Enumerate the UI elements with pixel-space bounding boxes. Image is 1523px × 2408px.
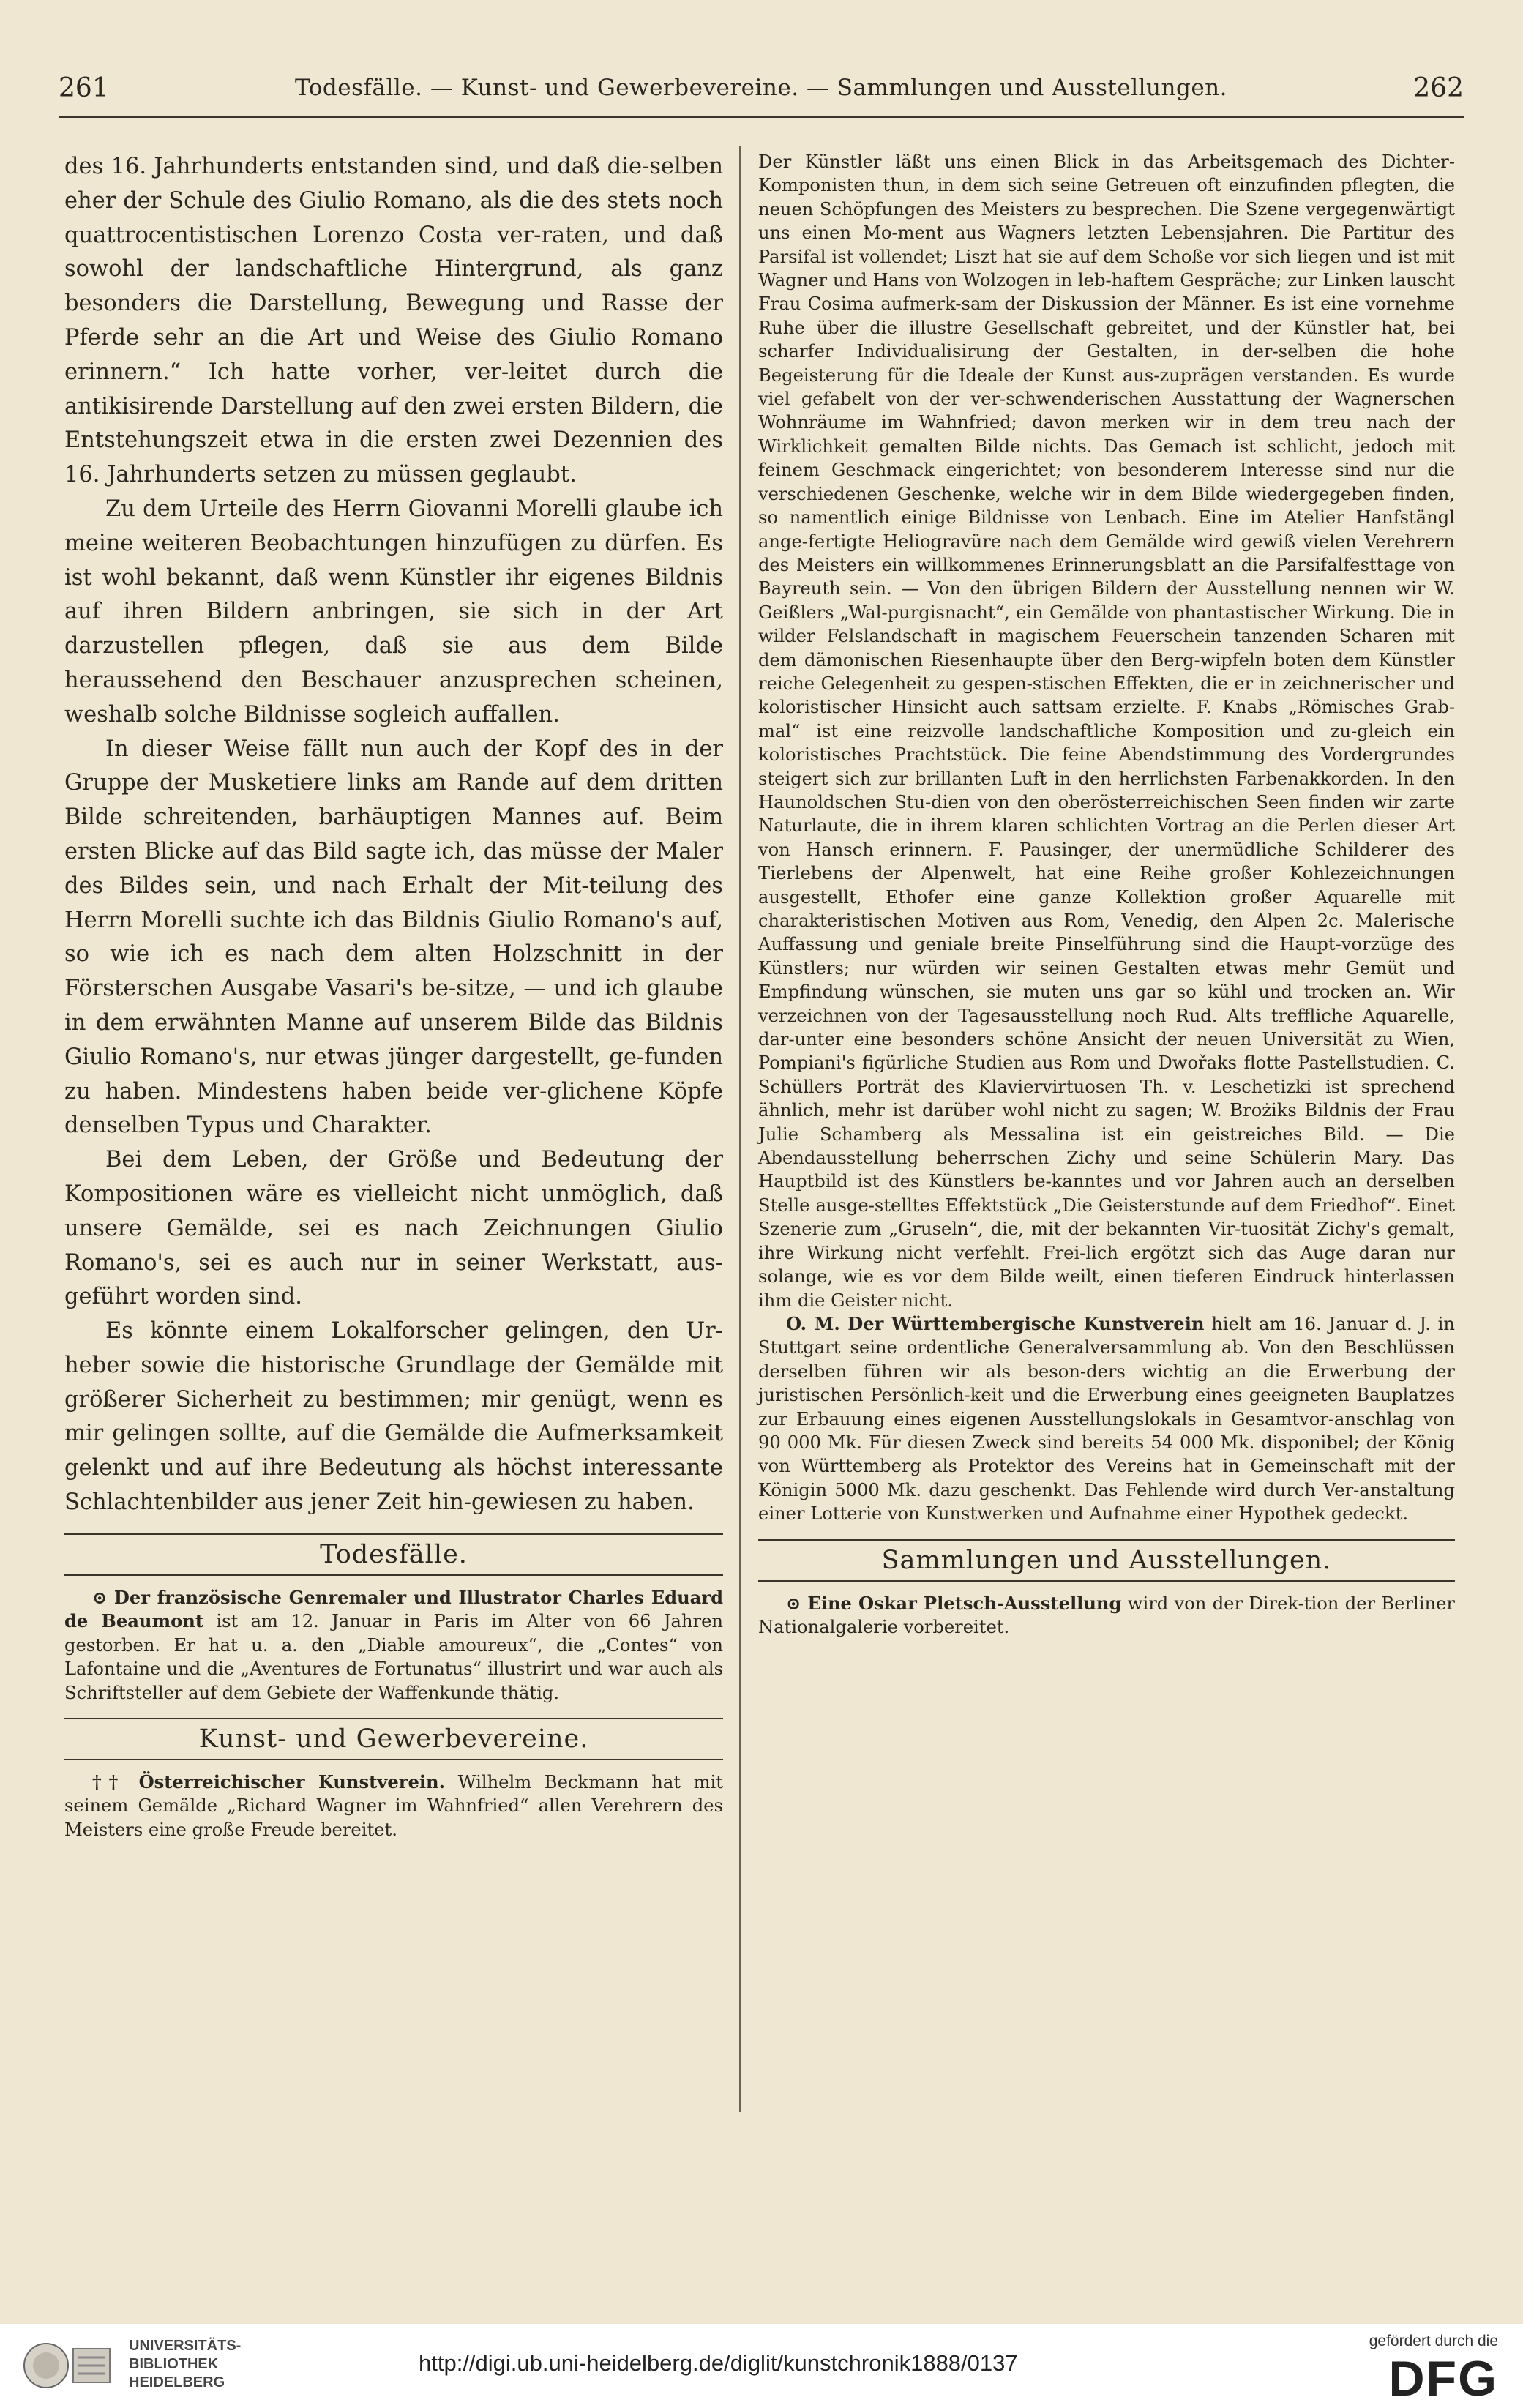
left-column bbox=[64, 150, 723, 1841]
page-number-right: 262 bbox=[1413, 73, 1464, 103]
section-kunstvereine bbox=[64, 1718, 723, 1760]
section-heading: Sammlungen und Ausstellungen. bbox=[881, 1545, 1332, 1575]
collection-entry bbox=[758, 1592, 1455, 1639]
institution-name: UNIVERSITÄTS- BIBLIOTHEK HEIDELBERG bbox=[129, 2338, 242, 2390]
funded-by-label: gefördert durch die bbox=[1369, 2333, 1498, 2349]
section-heading: Kunst- und Gewerbevereine. bbox=[198, 1724, 589, 1754]
entry-lead: O. M. Der Württembergische Kunstverein bbox=[786, 1312, 1205, 1334]
entry-body: Wilhelm Beckmann hat mit seinem Gemälde „Richard Wagner im Wahnfried“ allen Verehrern des Meisters eine große Freude bereitet. bbox=[64, 1771, 723, 1840]
body-paragraph: Bei dem Leben, der Größe und Bedeutung der Kompositionen wäre es vielleicht nicht unmöglich, daß unsere Gemälde, sei es nach Zeichnungen Giulio Romano's, sei es auch nur in seiner Werkstatt, aus-geführt worden sind. bbox=[64, 1147, 723, 1310]
page-number-left: 261 bbox=[59, 73, 109, 103]
entry-body: wird von der Direk-tion der Berliner Nationalgalerie vorbereitet. bbox=[758, 1593, 1455, 1637]
society-entry bbox=[758, 1312, 1455, 1526]
permalink[interactable]: http://digi.ub.uni-heidelberg.de/diglit/kunstchronik1888/0137 bbox=[419, 2350, 1018, 2376]
society-entry bbox=[64, 1771, 723, 1841]
running-title: Todesfälle. — Kunst- und Gewerbevereine. — Sammlungen und Ausstellungen. bbox=[294, 75, 1227, 101]
footer-bar bbox=[0, 2324, 1523, 2408]
dfg-logo: DFG bbox=[1388, 2351, 1498, 2407]
section-rule bbox=[64, 1759, 723, 1760]
obituary-entry bbox=[64, 1586, 723, 1705]
entry-body: hielt am 16. Januar d. J. in Stuttgart seine ordentliche Generalversammlung ab. Von den Beschlüssen derselben führen wir als beson-ders wichtig an die Erwerbung der juristischen Persönlich-keit und die Erwerbung eines geeigneten Bauplatzes zur Erbauung eines eigenen Ausstellungslokals in Gesamtvor-anschlag von 90 000 Mk. Für diesen Zweck sind bereits 54 000 Mk. disponibel; der König von Württemberg als Protektor des Vereins hat in Gemeinschaft mit der Königin 5000 Mk. dazu geschenkt. Das Fehlende wird durch Ver-anstaltung einer Lotterie von Kunstwerken und Aufnahme einer Hypothek gedeckt. bbox=[758, 1313, 1455, 1525]
body-paragraph: In dieser Weise fällt nun auch der Kopf des in der Gruppe der Musketiere links am Rande auf dem dritten Bilde schreitenden, barhäuptigen Mannes auf. Beim ersten Blicke auf das Bild sagte ich, das müsse der Maler des Bildes sein, und nach Erhalt der Mit-teilung des Herrn Morelli suchte ich das Bildnis Giulio Romano's auf, so wie ich es nach dem alten Holzschnitt in der Försterschen Ausgabe Vasari's be-sitze, — und ich glaube in dem erwähnten Manne auf unserem Bilde das Bildnis Giulio Romano's, nur etwas jünger dargestellt, ge-funden zu haben. Mindestens haben beide ver-glichene Köpfe denselben Typus und Charakter. bbox=[64, 736, 723, 1139]
university-seal-icon bbox=[20, 2340, 116, 2391]
body-paragraph: Es könnte einem Lokalforscher gelingen, den Ur-heber sowie die historische Grundlage der Gemälde mit größerer Sicherheit zu bestimmen; mir genügt, wenn es mir gelingen sollte, auf die Gemälde die Aufmerksamkeit gelenkt und auf ihre Bedeutung als höchst interessante Schlachtenbilder aus jener Zeit hin-gewiesen zu haben. bbox=[64, 1318, 723, 1516]
section-rule bbox=[758, 1580, 1455, 1582]
page-header bbox=[59, 73, 1464, 117]
section-todesfaelle bbox=[64, 1533, 723, 1576]
right-column bbox=[758, 150, 1455, 1639]
section-rule bbox=[64, 1574, 723, 1576]
header-rule bbox=[59, 116, 1464, 118]
entry-body: ist am 12. Januar in Paris im Alter von 66 Jahren gestorben. Er hat u. a. den „Diable amoureux“, die „Contes“ von Lafontaine und die „Aventures de Fortunatus“ illustrirt und war auch als Schriftsteller auf dem Gebiete der Waffenkunde thätig. bbox=[64, 1611, 724, 1703]
entry-lead: ⊙ Der französische Genremaler und Illustrator Charles Eduard de Beaumont bbox=[64, 1586, 723, 1632]
column-divider bbox=[739, 146, 741, 2112]
body-paragraph: Zu dem Urteile des Herrn Giovanni Morelli glaube ich meine weiteren Beobachtungen hinzufügen zu dürfen. Es ist wohl bekannt, daß wenn Künstler ihr eigenes Bildnis auf ihren Bildern anbringen, sie sich in der Art darzustellen pflegen, daß sie aus dem Bilde heraussehend den Beschauer anzusprechen scheinen, weshalb solche Bildnisse sogleich auffallen. bbox=[64, 496, 723, 728]
section-sammlungen bbox=[758, 1539, 1455, 1582]
entry-lead: ⊙ Eine Oskar Pletsch-Ausstellung bbox=[786, 1592, 1122, 1614]
section-heading: Todesfälle. bbox=[320, 1539, 468, 1569]
entry-lead: †† Österreichischer Kunstverein. bbox=[92, 1771, 446, 1792]
body-paragraph: Der Künstler läßt uns einen Blick in das Arbeitsgemach des Dichter-Komponisten thun, in dem sich seine Getreuen oft einzufinden pflegten, die neuen Schöpfungen des Meisters zu besprechen. Die Szene vergegenwärtigt uns einen Mo-ment aus Wagners letzten Lebensjahren. Die Partitur des Parsifal ist vollendet; Liszt hat sie auf dem Schoße vor sich liegen und ist mit Wagner und Hans von Wolzogen in leb-haftem Gespräche; zur Linken lauscht Frau Cosima aufmerk-sam der Diskussion der Männer. Es ist eine vornehme Ruhe über die illustre Gesellschaft gebreitet, und der Künstler hat, bei scharfer Individualisirung der Gestalten, in der-selben die hohe Begeisterung für die Ideale der Kunst aus-zuprägen verstanden. Es wurde viel gefabelt von der ver-schwenderischen Ausstattung der Wagnerschen Wohnräume im Wahnfried; davon merken wir in dem treu nach der Wirklichkeit gemalten Bilde nichts. Das Gemach ist schlicht, jedoch mit feinem Geschmack eingerichtet; von besonderem Interesse sind nur die verschiedenen Geschenke, welche wir in dem Bilde wiedergegeben finden, so namentlich einige Bildnisse von Lenbach. Eine im Atelier Hanfstängl ange-fertigte Heliogravüre nach dem Gemälde wird gewiß vielen Verehrern des Meisters ein willkommenes Erinnerungsblatt an die Parsifalfesttage von Bayreuth sein. — Von den übrigen Bildern der Ausstellung nennen wir W. Geißlers „Wal-purgisnacht“, ein Gemälde von phantastischer Wirkung. Die in wilder Felslandschaft in magischem Feuerschein tanzenden Scharen mit dem dämonischen Riesenhaupte über den Berg-wipfeln boten dem Künstler reiche Gelegenheit zu gespen-stischen Effekten, die er in zeichnerischer und koloristischer Hinsicht auch sattsam erzielte. F. Knabs „Römisches Grab-mal“ ist eine reizvolle landschaftliche Komposition und zu-gleich ein koloristisches Prachtstück. Die feine Abendstimmung des Vordergrundes steigert sich zur brillanten Luft in den herrlichsten Farbenakkorden. In den Haunoldschen Stu-dien von den oberösterreichischen Seen finden wir zarte Naturlaute, die in ihrem klaren schlichten Vortrag an die Perlen dieser Art von Hansch erinnern. F. Pausinger, der unermüdliche Schilderer des Tierlebens der Alpenwelt, hat eine Reihe großer Kohlezeichnungen ausgestellt, Ethofer eine ganze Kollektion großer Aquarelle mit charakteristischen Motiven aus Rom, Venedig, den Alpen 2c. Malerische Auffassung und geniale breite Pinselführung sind die Haupt-vorzüge des Künstlers; nur würden wir seinen Gestalten etwas mehr Gemüt und Empfindung wünschen, sie muten uns gar so kühl und trocken an. Wir verzeichnen von der Tagesausstellung noch Rud. Alts treffliche Aquarelle, dar-unter eine besonders schöne Ansicht der neuen Universität zu Wien, Pompiani's figürliche Studien aus Rom und Dwořaks flotte Pastellstudien. C. Schüllers Porträt des Klaviervirtuosen Th. v. Leschetizki ist sprechend ähnlich, mehr ist darüber wohl nicht zu sagen; W. Brożiks Bildnis der Frau Julie Schamberg als Messalina ist ein geistreiches Bild. — Die Abendausstellung beherrschen Zichy und seine Schülerin Mary. Das Hauptbild ist des Künstlers be-kanntes und vor Jahren auch an derselben Stelle ausge-stelltes Effektstück „Die Geisterstunde auf dem Friedhof“. Einet Szenerie zum „Gruseln“, die, mit der bekannten Vir-tuosität Zichy's gemalt, ihre Wirkung nicht verfehlt. Frei-lich ergötzt sich das Auge daran nur solange, wie es vor dem Bilde weilt, einen tieferen Eindruck hinterlassen ihm die Geister nicht. bbox=[758, 152, 1455, 1311]
body-paragraph: des 16. Jahrhunderts entstanden sind, und daß die-selben eher der Schule des Giulio Romano, als die des stets noch quattrocentistischen Lorenzo Costa ver-raten, und daß sowohl der landschaftliche Hintergrund, als ganz besonders die Darstellung, Bewegung und Rasse der Pferde sehr an die Art und Weise des Giulio Romano erinnern.“ Ich hatte vorher, ver-leitet durch die antikisirende Darstellung auf den zwei ersten Bildern, die Entstehungszeit etwa in die ersten zwei Dezennien des 16. Jahrhunderts setzen zu müssen geglaubt. bbox=[64, 154, 723, 488]
